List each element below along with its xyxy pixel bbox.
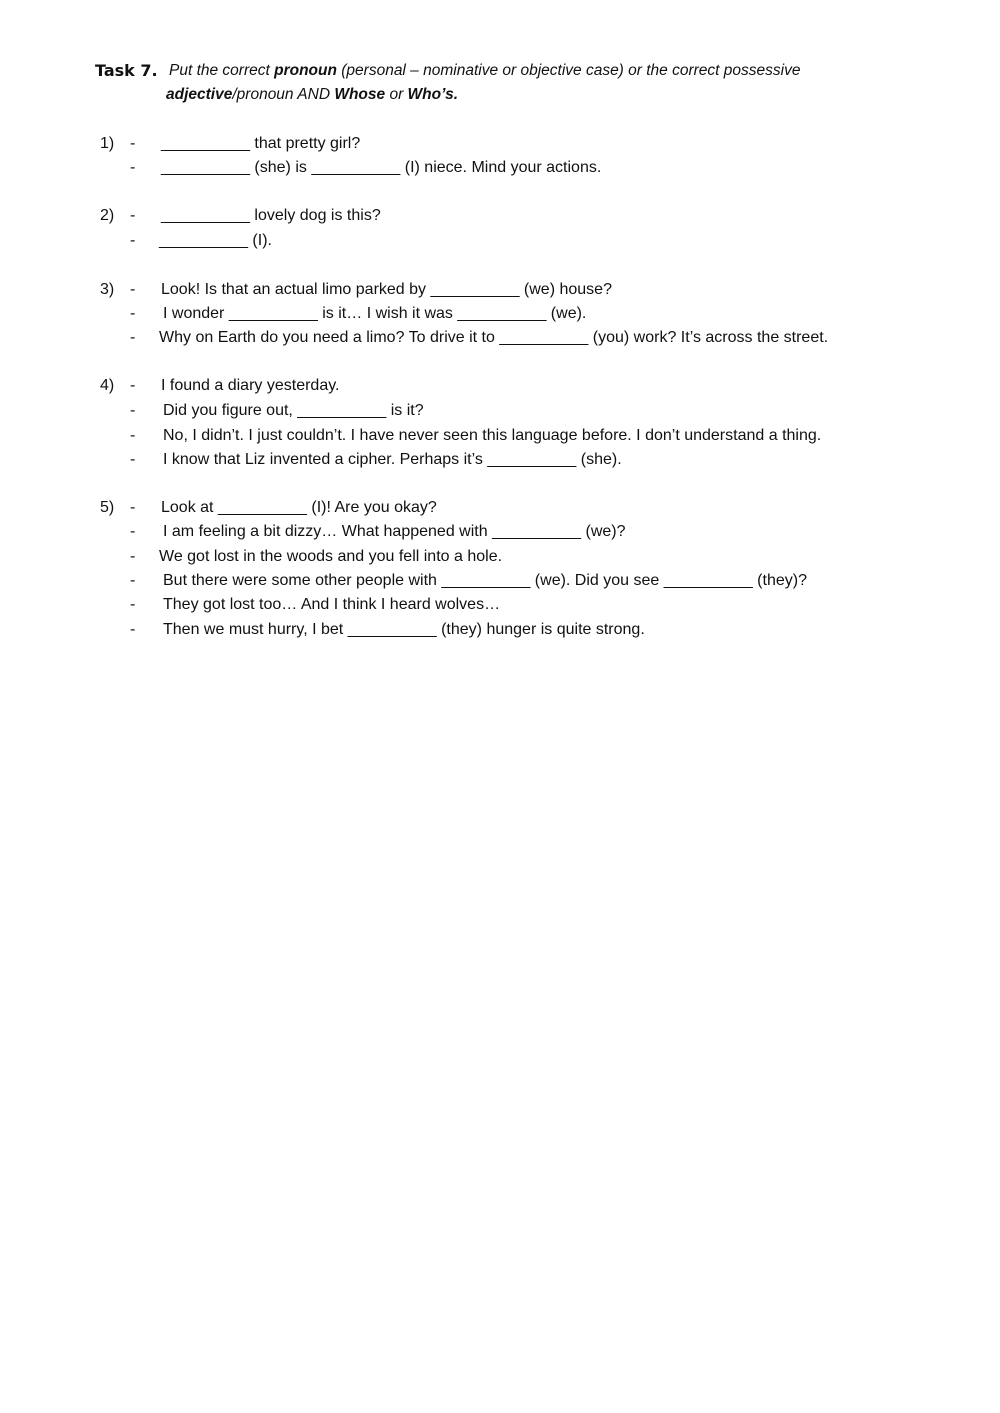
sentence bbox=[163, 521, 626, 543]
sentence-text: (she) is bbox=[249, 159, 312, 176]
sentence bbox=[159, 546, 502, 568]
answer-blank[interactable]: __________ bbox=[347, 621, 437, 638]
instruction-text: (personal – nominative or objective case) or the correct possessive bbox=[336, 62, 801, 79]
sentence-text: Look at bbox=[161, 499, 218, 516]
sentence bbox=[159, 230, 272, 252]
dialogue-dash: - bbox=[130, 427, 136, 444]
sentence-text: But there were some other people with bbox=[163, 572, 442, 589]
exercise-number: 3) bbox=[100, 281, 115, 298]
sentence-text: (I)! Are you okay? bbox=[306, 499, 437, 516]
instruction-keyword-adjective: adjective bbox=[166, 86, 233, 103]
dialogue-dash: - bbox=[130, 402, 136, 419]
exercise-4-line-3 bbox=[0, 425, 1000, 447]
exercise-2-line-1 bbox=[0, 205, 1000, 227]
sentence bbox=[163, 619, 645, 641]
dialogue-dash: - bbox=[130, 572, 136, 589]
sentence bbox=[161, 497, 437, 519]
dialogue-dash: - bbox=[130, 159, 136, 176]
sentence-text: (we). Did you see bbox=[530, 572, 664, 589]
exercise-4-line-4 bbox=[0, 449, 1000, 471]
sentence bbox=[161, 205, 381, 227]
sentence bbox=[161, 133, 360, 155]
dialogue-dash: - bbox=[130, 232, 136, 249]
answer-blank[interactable]: __________ bbox=[297, 402, 387, 419]
answer-blank[interactable]: __________ bbox=[663, 572, 753, 589]
sentence-text: (we)? bbox=[581, 523, 626, 540]
sentence bbox=[163, 594, 500, 616]
answer-blank[interactable]: __________ bbox=[161, 207, 250, 224]
sentence bbox=[163, 400, 424, 422]
exercise-5-line-6 bbox=[0, 619, 1000, 641]
sentence bbox=[161, 157, 601, 179]
dialogue-dash: - bbox=[130, 135, 136, 152]
sentence-text: (you) work? It’s across the street. bbox=[588, 329, 829, 346]
sentence-text: (I) niece. Mind your actions. bbox=[400, 159, 602, 176]
dialogue-dash: - bbox=[130, 305, 136, 322]
exercise-2-line-2 bbox=[0, 230, 1000, 252]
sentence-text: is it… I wish it was bbox=[317, 305, 458, 322]
instruction-text: Put the correct bbox=[169, 62, 275, 79]
sentence-text: Why on Earth do you need a limo? To drive it to bbox=[159, 329, 500, 346]
exercise-5-line-5 bbox=[0, 594, 1000, 616]
answer-blank[interactable]: __________ bbox=[499, 329, 589, 346]
exercise-4-line-2 bbox=[0, 400, 1000, 422]
answer-blank[interactable]: __________ bbox=[161, 159, 250, 176]
sentence-text: I am feeling a bit dizzy… What happened with bbox=[163, 523, 493, 540]
sentence-text: They got lost too… And I think I heard wolves… bbox=[163, 596, 501, 613]
exercise-number: 2) bbox=[100, 207, 115, 224]
dialogue-dash: - bbox=[130, 523, 136, 540]
exercise-1-line-1 bbox=[0, 133, 1000, 155]
dialogue-dash: - bbox=[130, 451, 136, 468]
sentence bbox=[159, 327, 828, 349]
dialogue-dash: - bbox=[130, 621, 136, 638]
exercise-4-line-1 bbox=[0, 375, 1000, 397]
sentence bbox=[163, 303, 586, 325]
dialogue-dash: - bbox=[130, 281, 136, 298]
sentence-text: (we) house? bbox=[519, 281, 612, 298]
dialogue-dash: - bbox=[130, 207, 136, 224]
exercise-5-line-1 bbox=[0, 497, 1000, 519]
answer-blank[interactable]: __________ bbox=[487, 451, 577, 468]
exercise-1-line-2 bbox=[0, 157, 1000, 179]
answer-blank[interactable]: __________ bbox=[159, 232, 248, 249]
sentence bbox=[163, 449, 622, 471]
sentence-text: I wonder bbox=[163, 305, 229, 322]
sentence-text: (I). bbox=[247, 232, 272, 249]
exercise-5-line-3 bbox=[0, 546, 1000, 568]
sentence-text: Look! Is that an actual limo parked by bbox=[161, 281, 431, 298]
sentence bbox=[163, 425, 821, 447]
instruction-keyword-whose: Whose bbox=[334, 86, 386, 103]
sentence bbox=[161, 279, 612, 301]
answer-blank[interactable]: __________ bbox=[457, 305, 547, 322]
dialogue-dash: - bbox=[130, 596, 136, 613]
exercise-5-line-2 bbox=[0, 521, 1000, 543]
answer-blank[interactable]: __________ bbox=[161, 135, 250, 152]
instruction-keyword-whos: Who’s. bbox=[407, 86, 459, 103]
task-label: Task 7. bbox=[95, 61, 158, 80]
dialogue-dash: - bbox=[130, 548, 136, 565]
sentence-text: Did you figure out, bbox=[163, 402, 298, 419]
sentence-text: lovely dog is this? bbox=[249, 207, 381, 224]
exercise-3-line-1 bbox=[0, 279, 1000, 301]
answer-blank[interactable]: __________ bbox=[492, 523, 582, 540]
sentence-text: I know that Liz invented a cipher. Perhaps it’s bbox=[163, 451, 488, 468]
sentence-text: No, I didn’t. I just couldn’t. I have never seen this language before. I don’t understand a thing. bbox=[163, 427, 822, 444]
sentence-text: (they)? bbox=[752, 572, 807, 589]
sentence bbox=[161, 375, 339, 397]
sentence-text: (they) hunger is quite strong. bbox=[436, 621, 645, 638]
sentence-text: that pretty girl? bbox=[249, 135, 361, 152]
instruction-text: or bbox=[385, 86, 408, 103]
instruction-line-1 bbox=[169, 62, 800, 80]
exercise-number: 4) bbox=[100, 377, 115, 394]
sentence-text: (we). bbox=[546, 305, 587, 322]
sentence-text: We got lost in the woods and you fell into a hole. bbox=[159, 548, 503, 565]
dialogue-dash: - bbox=[130, 499, 136, 516]
exercise-number: 5) bbox=[100, 499, 115, 516]
sentence-text: I found a diary yesterday. bbox=[161, 377, 340, 394]
answer-blank[interactable]: __________ bbox=[430, 281, 520, 298]
sentence-text: Then we must hurry, I bet bbox=[163, 621, 348, 638]
exercise-3-line-3 bbox=[0, 327, 1000, 349]
answer-blank[interactable]: __________ bbox=[441, 572, 531, 589]
instruction-line-2 bbox=[166, 86, 458, 104]
exercise-5-line-4 bbox=[0, 570, 1000, 592]
exercise-number: 1) bbox=[100, 135, 115, 152]
sentence-text: (she). bbox=[576, 451, 622, 468]
exercise-3-line-2 bbox=[0, 303, 1000, 325]
dialogue-dash: - bbox=[130, 377, 136, 394]
instruction-keyword-pronoun: pronoun bbox=[274, 62, 337, 79]
answer-blank[interactable]: __________ bbox=[217, 499, 307, 516]
answer-blank[interactable]: __________ bbox=[311, 159, 401, 176]
dialogue-dash: - bbox=[130, 329, 136, 346]
answer-blank[interactable]: __________ bbox=[228, 305, 318, 322]
sentence bbox=[163, 570, 807, 592]
instruction-text: /pronoun AND bbox=[232, 86, 335, 103]
sentence-text: is it? bbox=[386, 402, 424, 419]
